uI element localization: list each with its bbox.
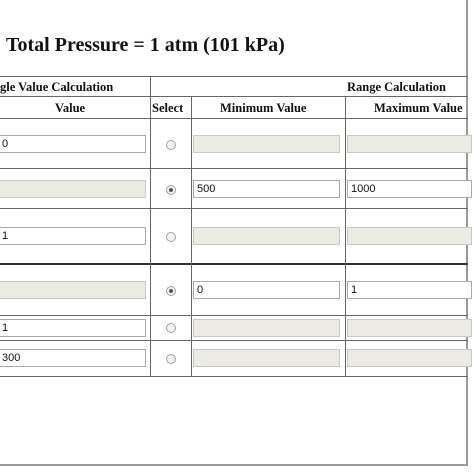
column-header-divider — [0, 118, 468, 119]
table-bottom-border — [0, 376, 468, 377]
table-top-border — [0, 76, 468, 77]
maximum-value-input[interactable]: 1 — [347, 281, 472, 299]
select-radio-button[interactable] — [166, 354, 176, 364]
single-value-input[interactable]: 1 — [0, 319, 146, 337]
select-radio-button[interactable] — [166, 140, 176, 150]
single-value-group-header: gle Value Calculation — [0, 80, 114, 94]
maximum-value-input[interactable] — [347, 227, 472, 245]
single-value-input[interactable]: 0 — [0, 135, 146, 153]
row-divider — [0, 168, 468, 169]
maximum-value-input[interactable] — [347, 349, 472, 367]
minimum-value-input[interactable] — [193, 349, 340, 367]
select-radio-button[interactable] — [166, 323, 176, 333]
select-column-header: Select — [152, 101, 184, 115]
maximum-value-input[interactable] — [347, 319, 472, 337]
minimum-value-input[interactable]: 0 — [193, 281, 340, 299]
column-divider — [345, 97, 346, 377]
row-divider — [0, 208, 468, 209]
single-value-input[interactable]: 1 — [0, 227, 146, 245]
value-column-header: Value — [55, 101, 86, 115]
minimum-value-column-header: Minimum Value — [220, 101, 307, 115]
minimum-value-input[interactable]: 500 — [193, 180, 340, 198]
group-header-divider — [0, 96, 468, 97]
single-value-input[interactable] — [0, 281, 146, 299]
single-value-input[interactable]: 300 — [0, 349, 146, 367]
maximum-value-column-header: Maximum Value — [374, 101, 463, 115]
row-divider — [0, 315, 468, 316]
group-divider — [0, 263, 468, 265]
single-value-input[interactable] — [0, 180, 146, 198]
row-divider — [0, 340, 468, 341]
maximum-value-input[interactable] — [347, 135, 472, 153]
maximum-value-input[interactable]: 1000 — [347, 180, 472, 198]
minimum-value-input[interactable] — [193, 319, 340, 337]
select-radio-button[interactable] — [166, 232, 176, 242]
column-divider — [150, 76, 151, 377]
column-divider — [191, 97, 192, 377]
select-radio-button[interactable] — [166, 185, 176, 195]
minimum-value-input[interactable] — [193, 135, 340, 153]
minimum-value-input[interactable] — [193, 227, 340, 245]
select-radio-button[interactable] — [166, 286, 176, 296]
range-group-header: Range Calculation — [347, 80, 446, 94]
page-title: Total Pressure = 1 atm (101 kPa) — [6, 34, 285, 56]
